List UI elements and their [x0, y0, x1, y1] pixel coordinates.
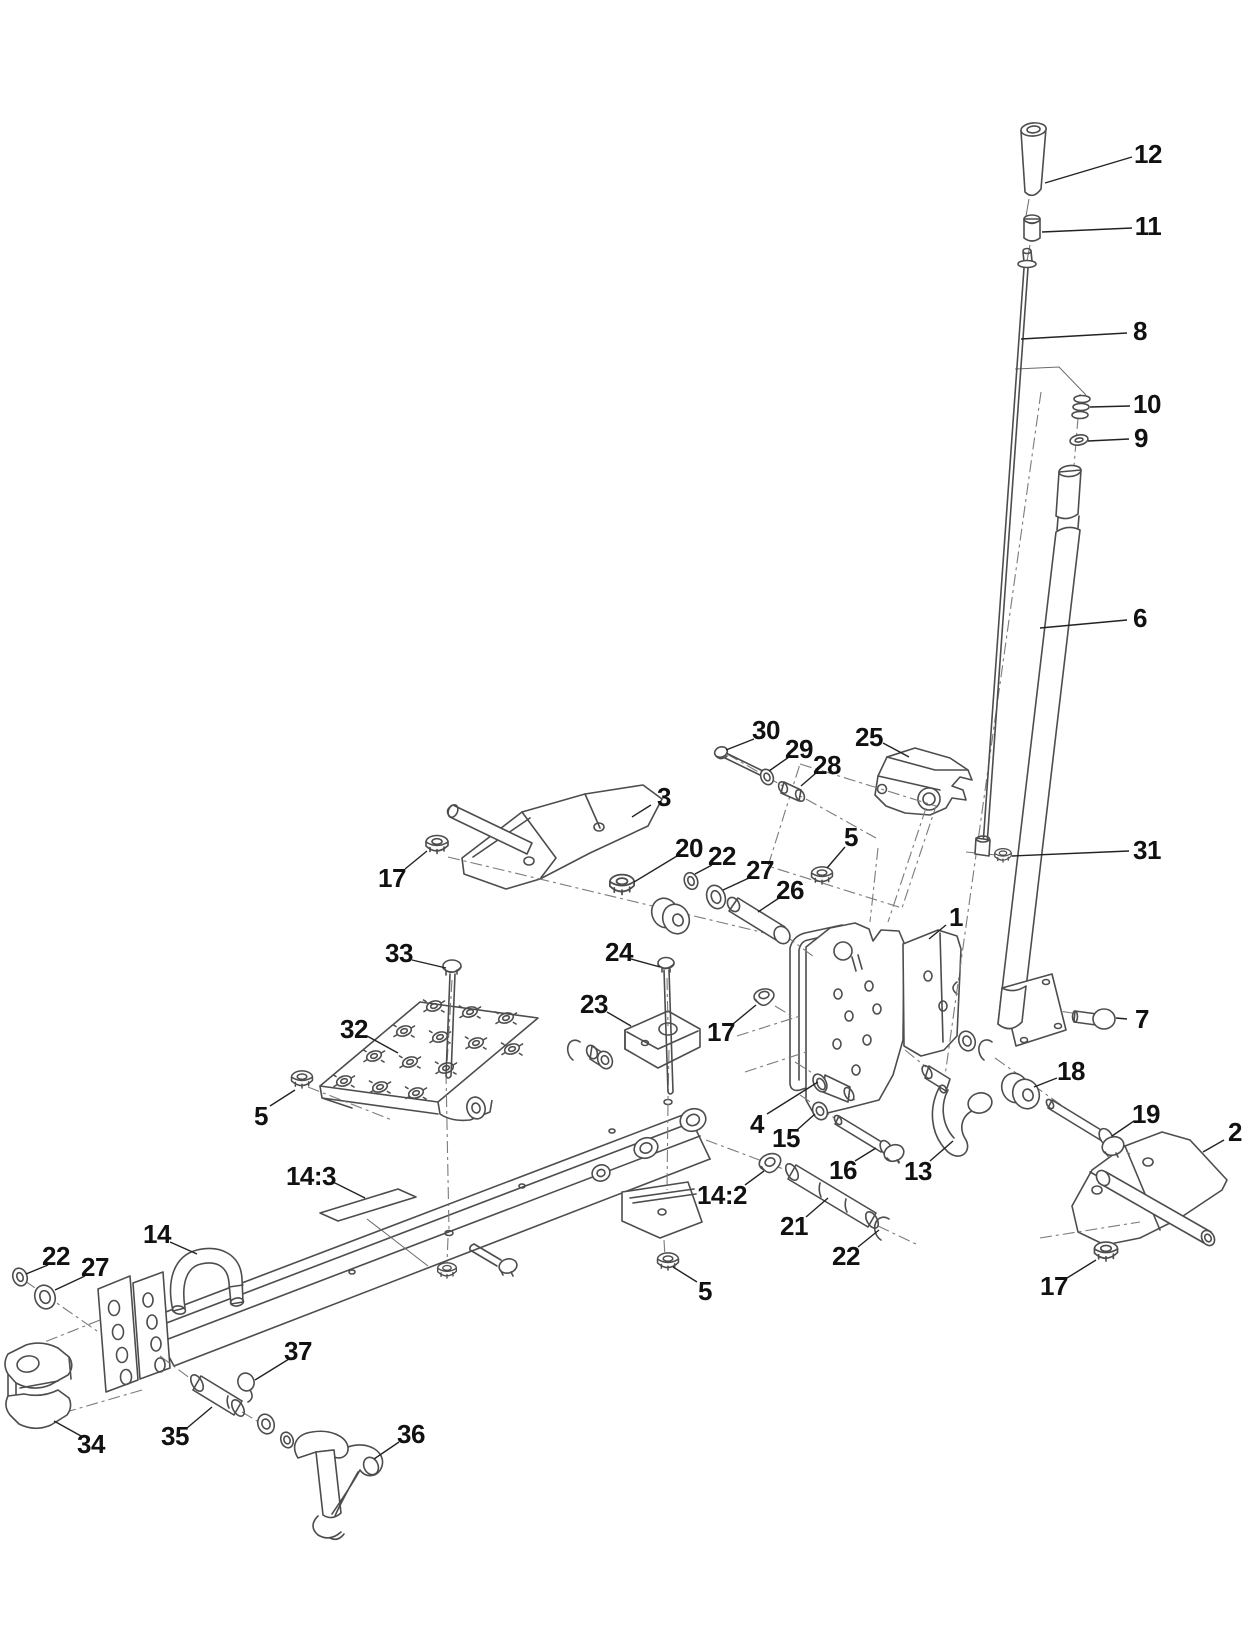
callout-35: 35 [161, 1421, 189, 1451]
flange-bushing-14-2 [757, 1151, 783, 1174]
roller-18 [997, 1069, 1043, 1113]
callout-leader-2 [1203, 1140, 1224, 1152]
nut-5c [292, 1071, 313, 1088]
flange-bushing-17b [753, 987, 775, 1005]
clamp-plate-23-upper [625, 1011, 700, 1068]
callout-32: 32 [340, 1014, 368, 1044]
callout-leader-35 [187, 1407, 212, 1428]
callout-leader-17a [405, 851, 427, 869]
callout-5a: 5 [844, 822, 858, 852]
nut-31 [995, 849, 1012, 863]
callout-3: 3 [657, 782, 671, 812]
callout-36: 36 [397, 1419, 425, 1449]
callout-leader-11 [1042, 228, 1132, 232]
washer-27a [703, 883, 728, 912]
tube-6 [998, 464, 1082, 1046]
callout-18: 18 [1057, 1056, 1085, 1086]
callout-29: 29 [785, 734, 813, 764]
washer-and-clip-right [956, 1029, 992, 1060]
callout-leader-8 [1021, 333, 1127, 339]
washer-9 [1069, 434, 1088, 447]
callout-leader-18 [1034, 1078, 1057, 1087]
roller-left [647, 894, 693, 938]
callout-22b: 22 [832, 1241, 860, 1271]
callout-37: 37 [284, 1336, 312, 1366]
washer-22c [10, 1266, 29, 1288]
callout-leader-12 [1045, 157, 1132, 183]
callout-leader-7 [1116, 1018, 1127, 1019]
callout-17a: 17 [378, 863, 406, 893]
callout-leader-5c [270, 1090, 295, 1106]
nut-17c [1094, 1242, 1117, 1261]
snap-ring-22b [875, 1217, 889, 1240]
grip-12 [1020, 122, 1046, 216]
callout-12: 12 [1134, 139, 1162, 169]
callout-4: 4 [750, 1109, 764, 1139]
nut-5b [658, 1253, 679, 1270]
lynch-pin-36 [295, 1431, 383, 1539]
callout-26: 26 [776, 875, 804, 905]
lynch-pin-13 [920, 1064, 994, 1156]
callout-20: 20 [675, 833, 703, 863]
centerline-layer [22, 367, 1140, 1452]
hitch-plates [98, 1272, 170, 1392]
callout-6: 6 [1133, 603, 1147, 633]
callout-14-3: 14:3 [285, 1161, 337, 1191]
callout-9: 9 [1134, 423, 1148, 453]
callout-23: 23 [580, 989, 608, 1019]
callout-31: 31 [1133, 835, 1161, 865]
callout-14: 14 [143, 1219, 171, 1249]
callout-leader-17b [733, 1005, 756, 1024]
callout-13: 13 [904, 1156, 932, 1186]
callout-leader-5a [827, 847, 845, 868]
callout-leader-21 [806, 1198, 828, 1217]
callout-5b: 5 [698, 1276, 712, 1306]
callout-leader-19 [1112, 1121, 1134, 1136]
callout-leader-16 [855, 1148, 876, 1161]
clevis-34 [5, 1343, 72, 1428]
callout-leader-14-2 [745, 1171, 764, 1185]
callout-leader-24 [631, 959, 660, 967]
callout-14-2: 14:2 [696, 1180, 748, 1210]
washer-22a [682, 871, 700, 891]
callout-5c: 5 [254, 1101, 268, 1131]
callout-11: 11 [1134, 211, 1162, 241]
callout-19: 19 [1132, 1099, 1160, 1129]
clip-and-bushing-23 [568, 1040, 615, 1071]
callout-27a: 27 [746, 855, 774, 885]
nut-under-beam [438, 1263, 457, 1278]
ring-37 [235, 1371, 256, 1402]
bolt-19 [1045, 1098, 1127, 1158]
pin-7 [1073, 1009, 1116, 1029]
nut-20 [610, 875, 634, 895]
callout-27b: 27 [81, 1252, 109, 1282]
washers-35 [255, 1412, 295, 1450]
spring-10 [1072, 396, 1090, 419]
nut-17a [426, 836, 448, 854]
callout-leader-14-3 [333, 1182, 365, 1198]
callout-2: 2 [1228, 1117, 1242, 1147]
callout-17b: 17 [707, 1017, 735, 1047]
clamp-plate-23-lower [622, 1182, 702, 1238]
callout-10: 10 [1133, 389, 1161, 419]
callout-leader-10 [1090, 406, 1130, 407]
callout-25: 25 [855, 722, 883, 752]
callout-7: 7 [1135, 1004, 1149, 1034]
callout-15: 15 [772, 1123, 800, 1153]
callout-leader-22b [858, 1230, 879, 1247]
callout-16: 16 [829, 1155, 857, 1185]
callout-leader-17c [1067, 1260, 1096, 1278]
rod-8 [975, 249, 1036, 857]
skid-bracket-2 [1072, 1132, 1227, 1248]
callout-24: 24 [605, 937, 633, 967]
callout-leader-9 [1088, 439, 1129, 441]
washer-27b [31, 1282, 58, 1311]
callout-22a: 22 [708, 841, 736, 871]
callout-leader-20 [634, 856, 677, 882]
callout-8: 8 [1133, 316, 1147, 346]
callout-1: 1 [949, 902, 963, 932]
callout-33: 33 [385, 938, 413, 968]
callout-28: 28 [813, 750, 841, 780]
callout-leader-33 [412, 960, 446, 968]
callout-leader-5b [673, 1267, 697, 1282]
callout-leader-23 [607, 1012, 631, 1026]
callout-30: 30 [752, 715, 780, 745]
callout-leader-30 [726, 739, 754, 750]
spacer-28 [777, 780, 806, 802]
nut-5a [812, 867, 833, 884]
callout-34: 34 [77, 1429, 105, 1459]
callout-17c: 17 [1040, 1271, 1068, 1301]
bracket-3 [446, 785, 662, 889]
callout-21: 21 [780, 1211, 808, 1241]
beam-weldment-14 [150, 1100, 710, 1367]
callout-22c: 22 [42, 1241, 70, 1271]
latch-bracket-25 [875, 748, 972, 815]
callout-leader-14 [170, 1242, 197, 1254]
